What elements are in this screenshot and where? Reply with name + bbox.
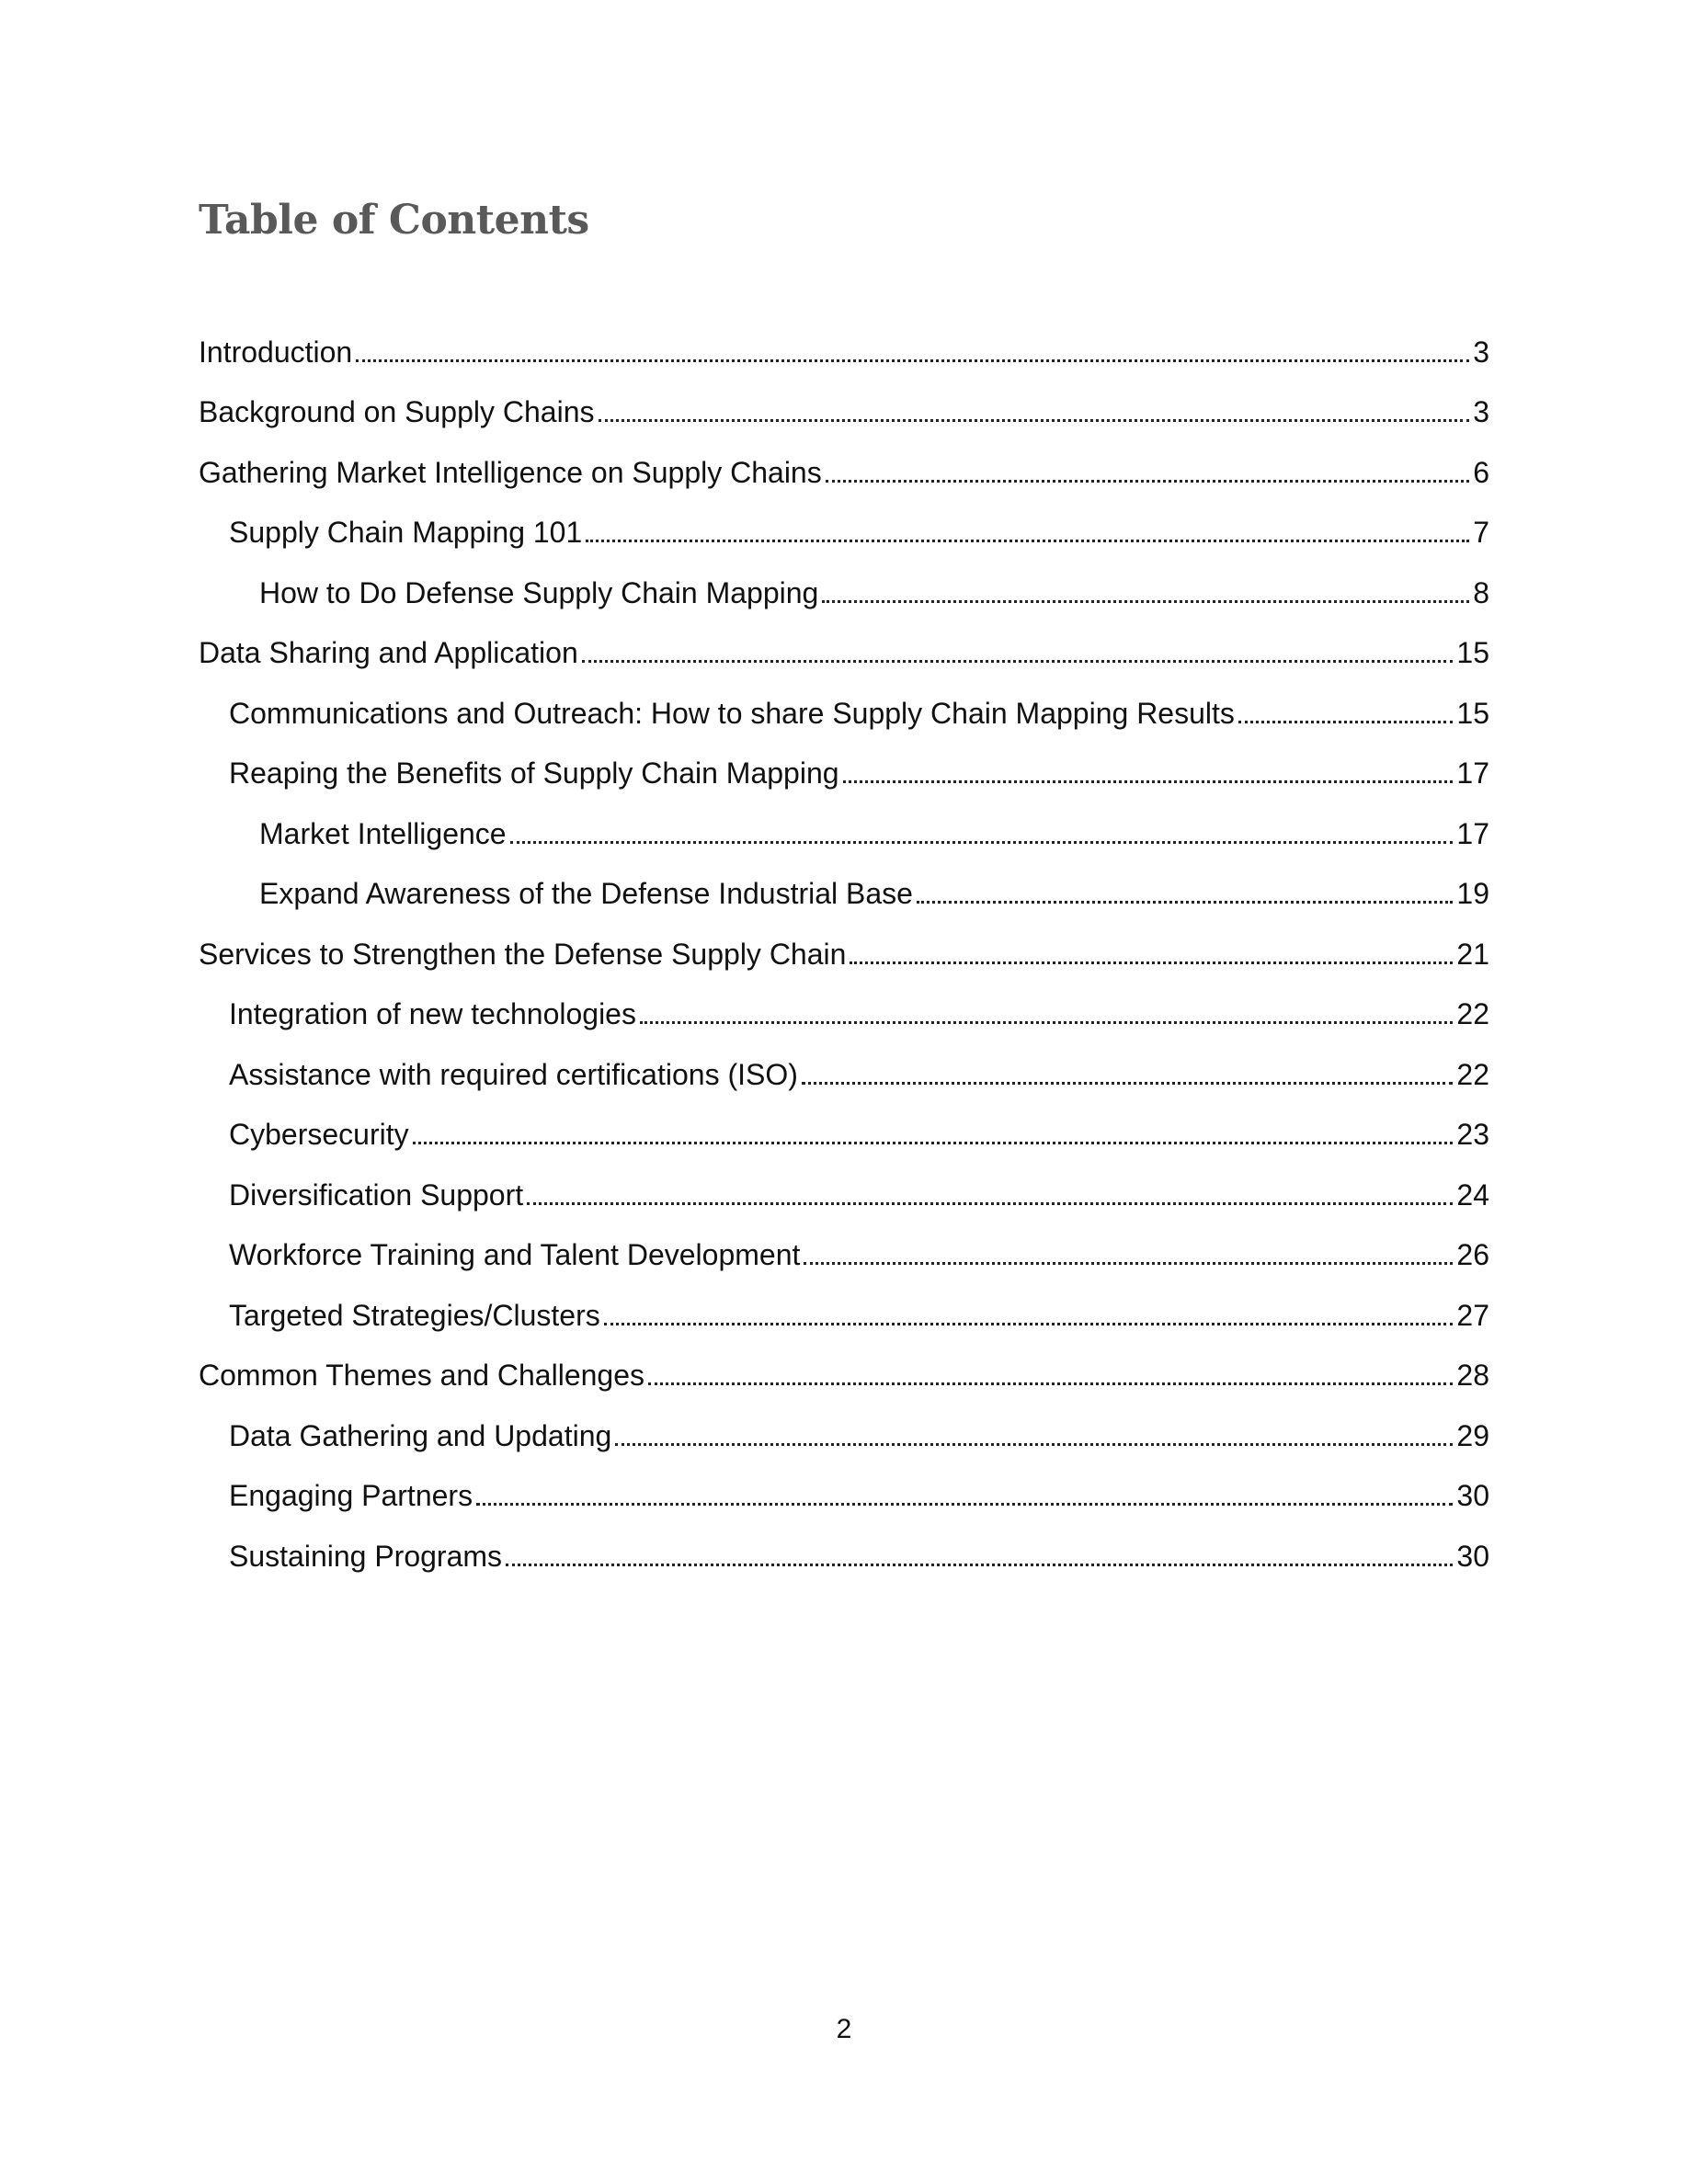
dot-leader bbox=[476, 1477, 1453, 1514]
toc-entry-title: Expand Awareness of the Defense Industrial Base bbox=[259, 877, 913, 911]
toc-entry-page: 24 bbox=[1456, 1177, 1489, 1211]
toc-entry[interactable] bbox=[199, 1044, 1489, 1105]
toc-entry[interactable] bbox=[199, 803, 1489, 864]
toc-entry-page: 28 bbox=[1456, 1359, 1489, 1393]
toc-entry-page: 27 bbox=[1456, 1298, 1489, 1332]
toc-entry-title: Workforce Training and Talent Development bbox=[229, 1238, 801, 1272]
toc-entry-title: Services to Strengthen the Defense Supply Chain bbox=[199, 937, 847, 971]
dot-leader bbox=[586, 514, 1469, 551]
toc-entry[interactable] bbox=[199, 1105, 1489, 1166]
toc-entry[interactable] bbox=[199, 623, 1489, 684]
toc-entry-page: 3 bbox=[1473, 395, 1489, 429]
dot-leader bbox=[527, 1177, 1453, 1213]
dot-leader bbox=[640, 995, 1453, 1032]
toc-entry-page: 30 bbox=[1456, 1539, 1489, 1573]
toc-entry-title: Cybersecurity bbox=[229, 1118, 409, 1152]
toc-entry-page: 23 bbox=[1456, 1118, 1489, 1152]
toc-entry-page: 15 bbox=[1456, 696, 1489, 730]
toc-entry[interactable] bbox=[199, 563, 1489, 623]
toc-entry[interactable] bbox=[199, 864, 1489, 925]
toc-entry[interactable] bbox=[199, 503, 1489, 563]
toc-entry-page: 8 bbox=[1473, 575, 1489, 609]
toc-entry-title: Supply Chain Mapping 101 bbox=[229, 516, 583, 550]
toc-entry-title: Introduction bbox=[199, 335, 353, 369]
toc-entry-page: 22 bbox=[1456, 1057, 1489, 1091]
toc-entry[interactable] bbox=[199, 1165, 1489, 1225]
toc-entry-title: Reaping the Benefits of Supply Chain Mapping bbox=[229, 756, 839, 791]
toc-entry-page: 6 bbox=[1473, 455, 1489, 489]
toc-entry-title: Common Themes and Challenges bbox=[199, 1359, 644, 1393]
toc-entry[interactable] bbox=[199, 1405, 1489, 1466]
toc-entry-page: 29 bbox=[1456, 1418, 1489, 1452]
toc-entry-page: 19 bbox=[1456, 877, 1489, 911]
dot-leader bbox=[506, 1538, 1453, 1575]
dot-leader bbox=[917, 875, 1453, 912]
toc-entry-title: Market Intelligence bbox=[259, 816, 507, 850]
dot-leader bbox=[413, 1116, 1454, 1153]
toc-entry-title: Engaging Partners bbox=[229, 1479, 473, 1513]
toc-entry-page: 15 bbox=[1456, 636, 1489, 670]
toc-entry-page: 7 bbox=[1473, 516, 1489, 550]
toc-entry-title: How to Do Defense Supply Chain Mapping bbox=[259, 575, 819, 609]
dot-leader bbox=[822, 574, 1469, 611]
toc-entry-page: 30 bbox=[1456, 1479, 1489, 1513]
toc-entry[interactable] bbox=[199, 683, 1489, 744]
toc-entry-page: 21 bbox=[1456, 937, 1489, 971]
dot-leader bbox=[582, 634, 1454, 671]
dot-leader bbox=[648, 1357, 1453, 1393]
toc-entry[interactable] bbox=[199, 442, 1489, 503]
toc-entry-title: Diversification Support bbox=[229, 1177, 524, 1211]
toc-entry[interactable] bbox=[199, 1285, 1489, 1346]
toc-entry-page: 22 bbox=[1456, 997, 1489, 1031]
toc-list bbox=[199, 322, 1489, 1587]
dot-leader bbox=[850, 936, 1453, 973]
dot-leader bbox=[604, 1297, 1454, 1334]
toc-entry-title: Data Gathering and Updating bbox=[229, 1418, 612, 1452]
toc-entry[interactable] bbox=[199, 382, 1489, 443]
dot-leader bbox=[802, 1056, 1454, 1093]
toc-entry-page: 3 bbox=[1473, 335, 1489, 369]
toc-entry[interactable] bbox=[199, 924, 1489, 984]
toc-entry-title: Sustaining Programs bbox=[229, 1539, 503, 1573]
toc-entry-title: Communications and Outreach: How to share Supply Chain Mapping Results bbox=[229, 696, 1235, 730]
toc-entry[interactable] bbox=[199, 744, 1489, 804]
toc-entry[interactable] bbox=[199, 1225, 1489, 1286]
toc-entry[interactable] bbox=[199, 1466, 1489, 1527]
toc-entry[interactable] bbox=[199, 322, 1489, 382]
toc-entry-title: Assistance with required certifications (ISO) bbox=[229, 1057, 798, 1091]
toc-entry-page: 17 bbox=[1456, 816, 1489, 850]
toc-entry[interactable] bbox=[199, 1526, 1489, 1587]
page-number: 2 bbox=[836, 2014, 852, 2044]
toc-entry[interactable] bbox=[199, 984, 1489, 1045]
dot-leader bbox=[615, 1417, 1453, 1454]
toc-entry-title: Gathering Market Intelligence on Supply Chains bbox=[199, 455, 822, 489]
dot-leader bbox=[356, 334, 1469, 370]
toc-entry-page: 26 bbox=[1456, 1238, 1489, 1272]
dot-leader bbox=[843, 755, 1454, 791]
toc-entry-title: Data Sharing and Application bbox=[199, 636, 578, 670]
dot-leader bbox=[599, 393, 1470, 430]
toc-entry-page: 17 bbox=[1456, 756, 1489, 791]
toc-entry-title: Integration of new technologies bbox=[229, 997, 636, 1031]
toc-entry-title: Background on Supply Chains bbox=[199, 395, 595, 429]
dot-leader bbox=[804, 1236, 1453, 1273]
dot-leader bbox=[1238, 695, 1454, 732]
toc-title: Table of Contents bbox=[199, 197, 589, 244]
toc-entry[interactable] bbox=[199, 1346, 1489, 1406]
toc-entry-title: Targeted Strategies/Clusters bbox=[229, 1298, 600, 1332]
dot-leader bbox=[826, 454, 1469, 491]
dot-leader bbox=[510, 815, 1454, 852]
